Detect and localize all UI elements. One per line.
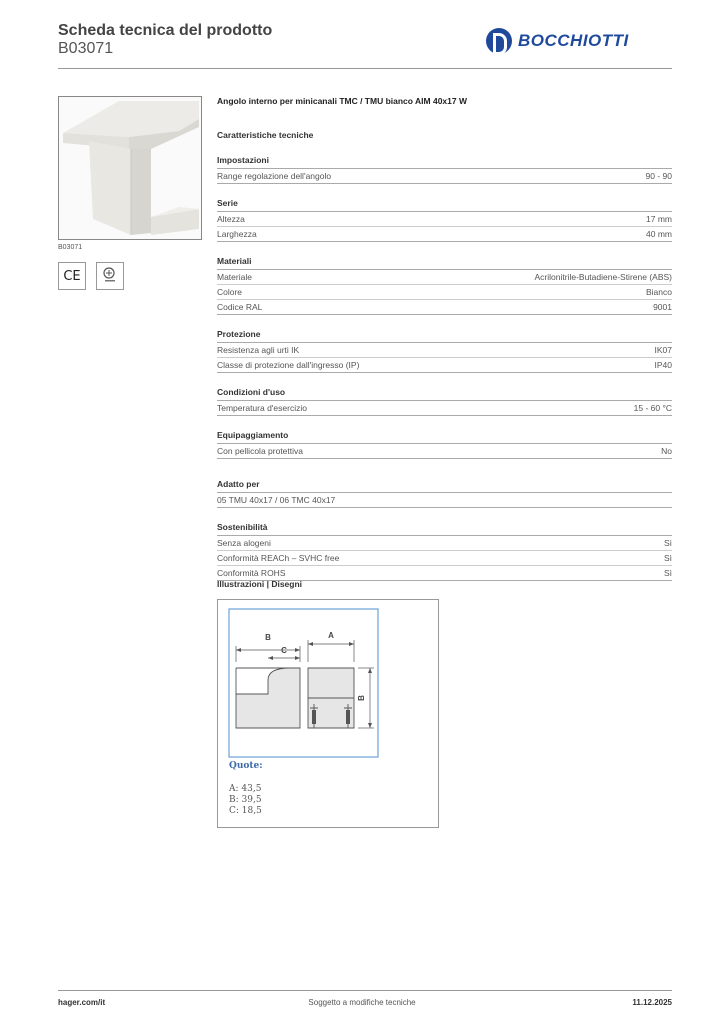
dimension-b-side-label: B: [357, 695, 366, 701]
footer-note: Soggetto a modifiche tecniche: [308, 998, 416, 1007]
page-title: Scheda tecnica del prodotto: [58, 22, 273, 39]
spec-row: Altezza 17 mm: [217, 212, 672, 227]
technical-drawing: [217, 599, 439, 828]
section-title: Protezione: [217, 329, 672, 343]
section-condizioni: [217, 387, 672, 416]
section-equipaggiamento: [217, 430, 672, 459]
section-materiali: [217, 256, 672, 315]
section-title: Equipaggiamento: [217, 430, 672, 444]
section-title: Condizioni d'uso: [217, 387, 672, 401]
image-code: B03071: [58, 244, 83, 251]
product-code: B03071: [58, 40, 114, 57]
header-divider: [58, 68, 672, 69]
footer-divider: [58, 990, 672, 991]
spec-row: Temperatura d'esercizio 15 - 60 °C: [217, 401, 672, 416]
spec-row: Larghezza 40 mm: [217, 227, 672, 242]
dimension-c-label: C: [281, 646, 287, 655]
quote-c: C: 18,5: [229, 806, 262, 816]
ce-mark-icon: CE: [58, 262, 86, 290]
section-sostenibilita: [217, 522, 672, 581]
spec-row: Range regolazione dell'angolo 90 - 90: [217, 169, 672, 184]
certification-mark-icon: [96, 262, 124, 290]
spec-row: 05 TMU 40x17 / 06 TMC 40x17: [217, 493, 672, 508]
spec-row: Con pellicola protettiva No: [217, 444, 672, 459]
section-serie: [217, 198, 672, 242]
dimension-a-label: A: [328, 631, 334, 640]
section-adatto-per: [217, 479, 672, 508]
spec-row: Classe di protezione dall'ingresso (IP) IP40: [217, 358, 672, 373]
section-title: Serie: [217, 198, 672, 212]
spec-row: Conformità ROHS Sì: [217, 566, 672, 581]
quote-b: B: 39,5: [229, 795, 262, 805]
spec-row: Codice RAL 9001: [217, 300, 672, 315]
spec-row: Colore Bianco: [217, 285, 672, 300]
quote-title: Quote:: [229, 761, 263, 771]
section-protezione: [217, 329, 672, 373]
brand-logo: [486, 28, 629, 54]
dimension-b-label: B: [265, 633, 271, 642]
section-title: Sostenibilità: [217, 522, 672, 536]
section-title: Impostazioni: [217, 155, 672, 169]
logo-text: BOCCHIOTTI: [518, 31, 629, 50]
tech-title: Caratteristiche tecniche: [217, 130, 314, 140]
product-name: Angolo interno per minicanali TMC / TMU bianco AIM 40x17 W: [217, 96, 467, 106]
spec-row: Resistenza agli urti IK IK07: [217, 343, 672, 358]
quote-a: A: 43,5: [229, 784, 262, 794]
spec-row: Senza alogeni Sì: [217, 536, 672, 551]
illustrations-title: Illustrazioni | Disegni: [217, 579, 303, 589]
footer-website: hager.com/it: [58, 998, 106, 1007]
footer-date: 11.12.2025: [632, 998, 672, 1007]
section-title: Materiali: [217, 256, 672, 270]
section-impostazioni: [217, 155, 672, 184]
product-image: [58, 96, 202, 240]
spec-content: [217, 96, 672, 581]
spec-row: Conformità REACh – SVHC free Sì: [217, 551, 672, 566]
spec-row: Materiale Acrilonitrile-Butadiene-Stirene (ABS): [217, 270, 672, 285]
section-title: Adatto per: [217, 479, 672, 493]
logo-mark-icon: [486, 28, 512, 54]
